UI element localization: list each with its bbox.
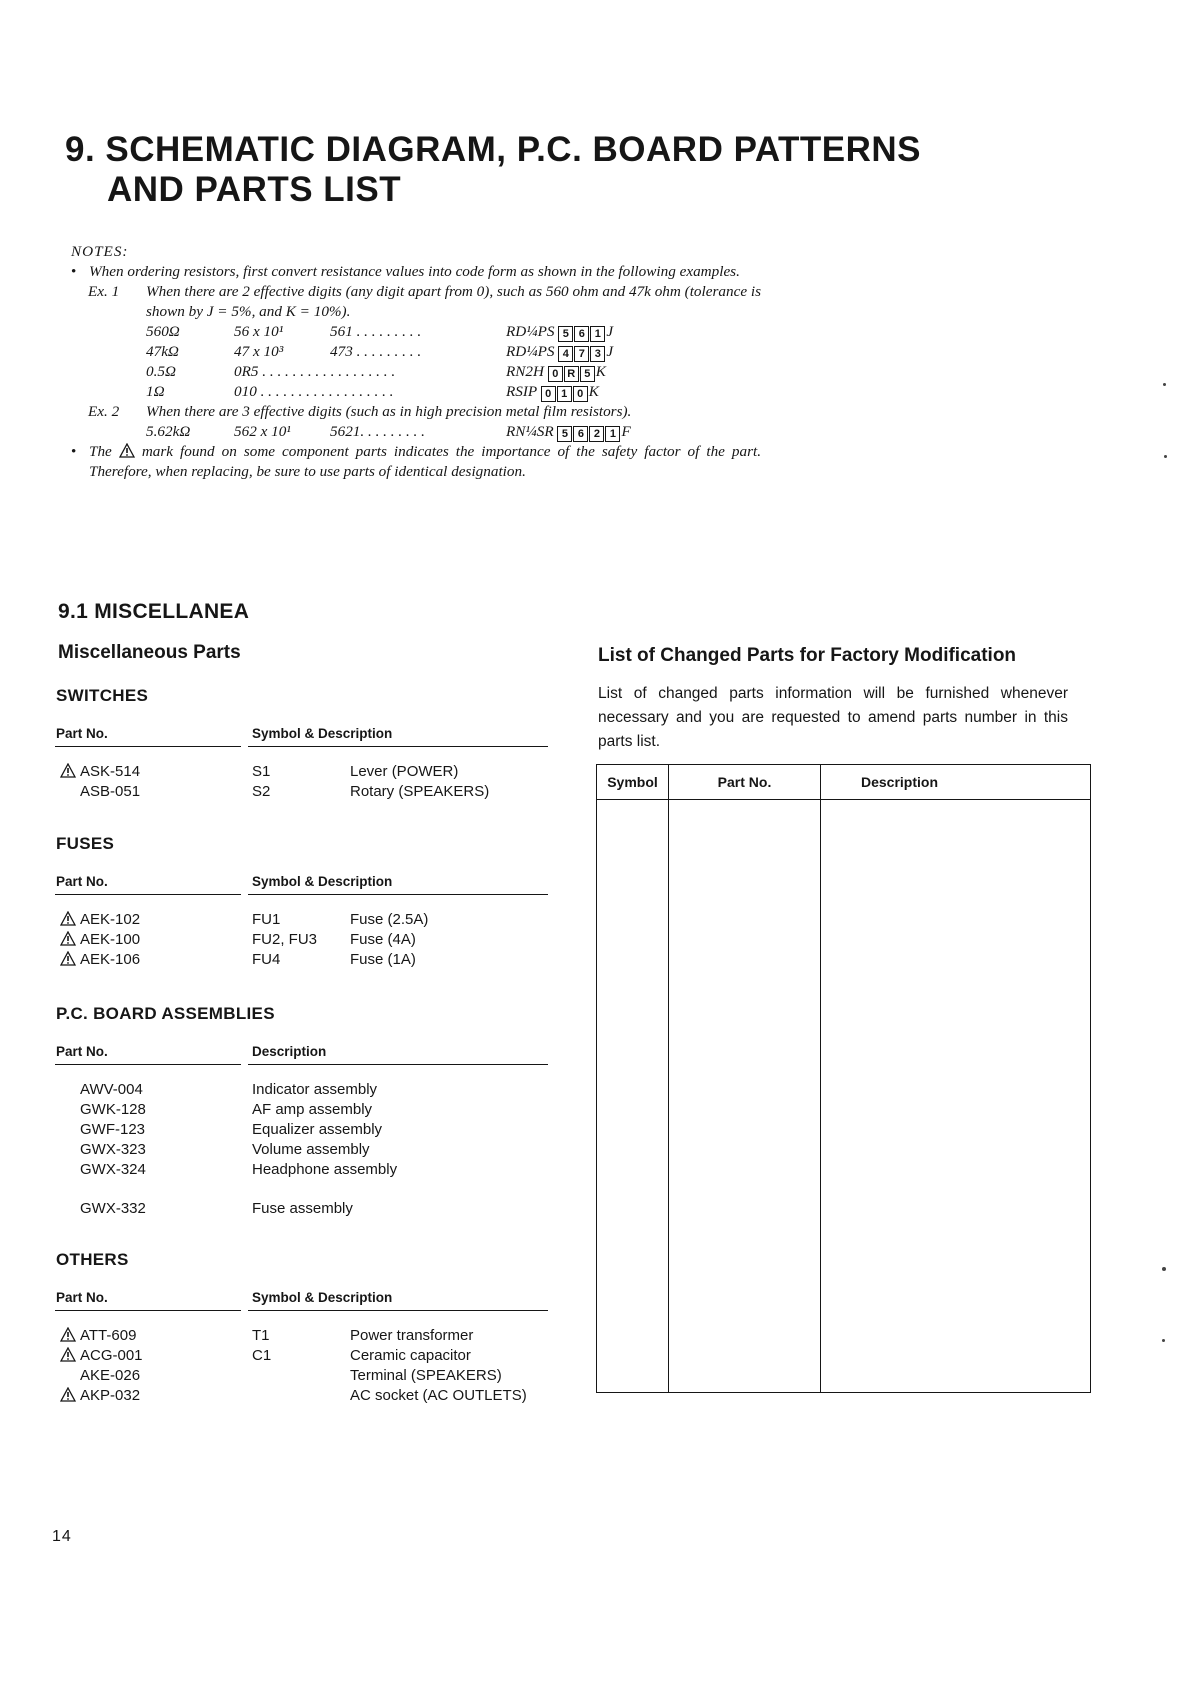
column-header-part-no: Part No. xyxy=(56,1290,108,1305)
code-digit-box: 5 xyxy=(558,326,573,342)
resistor-example-row xyxy=(71,322,761,342)
safety-warning-icon xyxy=(60,1327,76,1342)
table-row xyxy=(0,1199,560,1219)
group-title-others: OTHERS xyxy=(56,1250,129,1269)
part-code-suffix: K xyxy=(588,383,599,400)
table-row xyxy=(0,910,560,930)
resistor-example-row xyxy=(71,382,761,402)
safety-warning-icon xyxy=(60,1347,76,1362)
part-number: ACG-001 xyxy=(80,1347,143,1364)
part-description: Rotary (SPEAKERS) xyxy=(350,783,490,800)
bullet-dot: • xyxy=(71,263,77,280)
table-row xyxy=(0,930,560,950)
resistor-example-row xyxy=(71,422,761,442)
part-code-prefix: RD¼PS xyxy=(506,323,559,340)
table-row xyxy=(0,1140,560,1160)
part-description: Volume assembly xyxy=(252,1141,370,1158)
part-number: GWX-332 xyxy=(80,1200,146,1217)
part-symbol: C1 xyxy=(252,1347,272,1364)
example-formula: 56 x 10¹ xyxy=(234,323,284,340)
table-cell-empty xyxy=(597,800,669,1393)
example-code: 5621. . . . . . . . . xyxy=(330,423,425,440)
group-title-switches: SWITCHES xyxy=(56,686,149,705)
example-part-code xyxy=(506,342,613,362)
part-description: Fuse (4A) xyxy=(350,931,416,948)
resistor-example-row xyxy=(71,362,761,382)
part-description: AC socket (AC OUTLETS) xyxy=(350,1387,527,1404)
part-code-prefix: RSIP xyxy=(506,383,541,400)
notes-bullet-2-post: mark found on some component parts indicates the importance of the safety factor of the part. Therefore, when replacing, be sure to use parts of identical designation. xyxy=(89,443,762,480)
part-symbol: S1 xyxy=(252,763,271,780)
part-number: AWV-004 xyxy=(80,1081,143,1098)
code-digit-box: 4 xyxy=(558,346,573,362)
table-row xyxy=(0,782,560,802)
part-number: ATT-609 xyxy=(80,1327,137,1344)
part-number: GWX-323 xyxy=(80,1141,146,1158)
table-row xyxy=(0,1100,560,1120)
part-description: Lever (POWER) xyxy=(350,763,459,780)
part-code-prefix: RN2H xyxy=(506,363,548,380)
column-header-part-no: Part No. xyxy=(56,1044,108,1059)
column-header-part-no: Part No. xyxy=(56,726,108,741)
safety-warning-icon xyxy=(60,763,76,778)
example-part-code xyxy=(506,322,613,342)
header-rule xyxy=(248,1064,548,1065)
changed-parts-description: List of changed parts information will be furnished whenever necessary and you are requested to amend parts number in this parts list. xyxy=(598,685,1068,750)
part-description: AF amp assembly xyxy=(252,1101,373,1118)
code-digit-box: 0 xyxy=(541,386,556,402)
example-2-label: Ex. 2 xyxy=(88,403,120,420)
notes-bullet-2 xyxy=(71,442,761,482)
table-row xyxy=(0,1346,560,1366)
table-row xyxy=(0,762,560,782)
part-number: ASB-051 xyxy=(80,783,141,800)
part-code-suffix: K xyxy=(595,363,606,380)
part-description: Headphone assembly xyxy=(252,1161,398,1178)
part-symbol: S2 xyxy=(252,783,271,800)
bullet-dot: • xyxy=(71,443,77,460)
header-rule xyxy=(248,894,548,895)
example-value: 0.5Ω xyxy=(146,363,176,380)
code-digit-box: 1 xyxy=(557,386,572,402)
part-number: AKE-026 xyxy=(80,1367,141,1384)
part-code-suffix: J xyxy=(606,323,614,340)
notes-example-2 xyxy=(71,402,761,422)
part-number: AEK-100 xyxy=(80,931,141,948)
part-number: GWX-324 xyxy=(80,1161,146,1178)
part-description: Ceramic capacitor xyxy=(350,1347,471,1364)
notes-example-1 xyxy=(71,282,761,322)
example-formula: 010 . . . . . . . . . . . . . . . . . . xyxy=(234,383,394,400)
example-1-rows xyxy=(71,322,761,402)
header-rule xyxy=(248,1310,548,1311)
notes-block xyxy=(71,242,761,482)
code-digit-box: 6 xyxy=(574,326,589,342)
column-header-symbol: Symbol xyxy=(597,765,669,800)
group-title-fuses: FUSES xyxy=(56,834,115,853)
table-row xyxy=(0,1120,560,1140)
header-rule xyxy=(55,746,241,747)
table-row xyxy=(0,1080,560,1100)
code-digit-box: 6 xyxy=(573,426,588,442)
table-row xyxy=(0,1160,560,1180)
code-digit-box: 1 xyxy=(605,426,620,442)
safety-warning-icon xyxy=(119,443,135,458)
column-header-description: Description xyxy=(821,765,1091,800)
notes-bullet-1 xyxy=(71,262,761,282)
code-digit-box: 0 xyxy=(573,386,588,402)
header-rule xyxy=(55,1310,241,1311)
part-symbol: T1 xyxy=(252,1327,270,1344)
scan-speck xyxy=(1164,455,1167,458)
scan-speck xyxy=(1162,1339,1165,1342)
section-title: 9.1 MISCELLANEA xyxy=(58,600,250,623)
column-header-part-no: Part No. xyxy=(669,765,821,800)
example-formula: 47 x 10³ xyxy=(234,343,284,360)
code-digit-box: 3 xyxy=(590,346,605,362)
header-rule xyxy=(55,894,241,895)
scan-speck xyxy=(1163,383,1166,386)
example-1-text: When there are 2 effective digits (any digit apart from 0), such as 560 ohm and 47k ohm (tolerance is shown by J = 5%, and K = 10%). xyxy=(146,283,761,320)
column-header-part-no: Part No. xyxy=(56,874,108,889)
part-number: ASK-514 xyxy=(80,763,141,780)
example-part-code xyxy=(506,362,606,382)
page-title-line2: AND PARTS LIST xyxy=(107,170,402,209)
safety-warning-icon xyxy=(60,951,76,966)
example-1-label: Ex. 1 xyxy=(88,283,120,300)
part-number: GWF-123 xyxy=(80,1121,146,1138)
part-code-prefix: RD¼PS xyxy=(506,343,559,360)
part-symbol: FU2, FU3 xyxy=(252,931,318,948)
table-cell-empty xyxy=(821,800,1091,1393)
part-description: Fuse (1A) xyxy=(350,951,416,968)
notes-bullet-1-text: When ordering resistors, first convert resistance values into code form as shown in the following examples. xyxy=(89,263,740,280)
part-number: AEK-106 xyxy=(80,951,141,968)
notes-header: NOTES: xyxy=(71,243,129,260)
example-part-code xyxy=(506,422,631,442)
code-digit-box: 5 xyxy=(557,426,572,442)
code-digit-box: 2 xyxy=(589,426,604,442)
table-row xyxy=(0,1366,560,1386)
example-code: 561 . . . . . . . . . xyxy=(330,323,422,340)
safety-warning-icon xyxy=(60,1387,76,1402)
part-description: Terminal (SPEAKERS) xyxy=(350,1367,502,1384)
code-digit-box: 7 xyxy=(574,346,589,362)
page-number: 14 xyxy=(52,1528,72,1545)
table-cell-empty xyxy=(669,800,821,1393)
example-2-rows xyxy=(71,422,761,442)
table-row xyxy=(0,1326,560,1346)
part-description: Fuse (2.5A) xyxy=(350,911,429,928)
group-title-boards: P.C. BOARD ASSEMBLIES xyxy=(56,1004,275,1023)
table-row xyxy=(0,1386,560,1406)
changed-parts-title: List of Changed Parts for Factory Modification xyxy=(598,645,1017,666)
example-value: 1Ω xyxy=(146,383,165,400)
example-part-code xyxy=(506,382,599,402)
part-description: Fuse assembly xyxy=(252,1200,353,1217)
part-code-suffix: J xyxy=(606,343,614,360)
part-description: Indicator assembly xyxy=(252,1081,378,1098)
example-code: 473 . . . . . . . . . xyxy=(330,343,422,360)
page-title xyxy=(65,130,1085,210)
part-description: Power transformer xyxy=(350,1327,474,1344)
example-value: 5.62kΩ xyxy=(146,423,191,440)
part-number: AKP-032 xyxy=(80,1387,141,1404)
part-symbol: FU1 xyxy=(252,911,281,928)
page-title-line1: 9. SCHEMATIC DIAGRAM, P.C. BOARD PATTERNS xyxy=(65,130,922,169)
example-formula: 562 x 10¹ xyxy=(234,423,291,440)
safety-warning-icon xyxy=(60,931,76,946)
column-header-symbol-description: Symbol & Description xyxy=(252,726,393,741)
example-value: 47kΩ xyxy=(146,343,179,360)
changed-parts-table xyxy=(596,764,1091,1393)
header-rule xyxy=(248,746,548,747)
notes-bullet-2-pre: The xyxy=(89,443,112,460)
code-digit-box: 1 xyxy=(590,326,605,342)
example-value: 560Ω xyxy=(146,323,180,340)
part-number: AEK-102 xyxy=(80,911,141,928)
code-digit-box: 5 xyxy=(580,366,595,382)
safety-warning-icon xyxy=(60,911,76,926)
part-code-prefix: RN¼SR xyxy=(506,423,558,440)
column-header-description: Description xyxy=(252,1044,327,1059)
code-digit-box: R xyxy=(564,366,579,382)
misc-parts-subtitle: Miscellaneous Parts xyxy=(58,642,241,663)
code-digit-box: 0 xyxy=(548,366,563,382)
resistor-example-row xyxy=(71,342,761,362)
part-number: GWK-128 xyxy=(80,1101,146,1118)
table-row xyxy=(0,950,560,970)
part-description: Equalizer assembly xyxy=(252,1121,383,1138)
header-rule xyxy=(55,1064,241,1065)
part-code-suffix: F xyxy=(621,423,631,440)
example-2-text: When there are 3 effective digits (such as in high precision metal film resistors). xyxy=(146,403,632,420)
column-header-symbol-description: Symbol & Description xyxy=(252,874,393,889)
part-symbol: FU4 xyxy=(252,951,281,968)
scan-speck xyxy=(1162,1267,1166,1271)
column-header-symbol-description: Symbol & Description xyxy=(252,1290,393,1305)
example-formula: 0R5 . . . . . . . . . . . . . . . . . . xyxy=(234,363,396,380)
